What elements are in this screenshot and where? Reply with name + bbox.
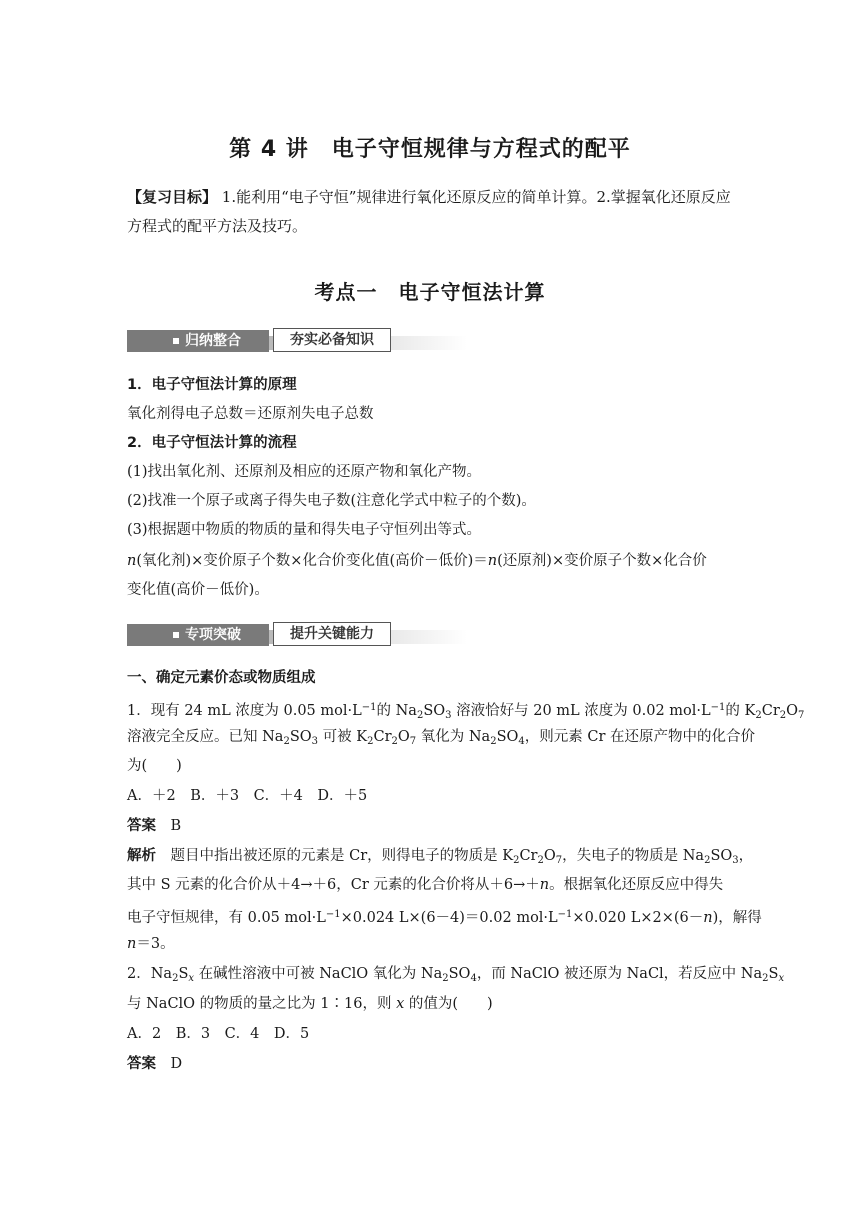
answer-label: 答案: [127, 818, 156, 834]
knowledge-line-1: 氧化剂得电子总数＝还原剂失电子总数: [127, 406, 374, 422]
bar-light-label: 夯实必备知识: [273, 328, 391, 352]
q1-line-2: 溶液完全反应。已知 $Na_2SO_3$ 可被 $K_2Cr_2O_7$ 氧化为 $Na_2SO_4$，则元素 Cr 在还原产物中的化合价: [127, 729, 756, 747]
q2-options: A．2 B．3 C．4 D．5: [127, 1026, 310, 1042]
q2-line-1: 2．$Na_2S_x$ 在碱性溶液中可被 NaClO 氧化为 $Na_2SO_4$，而 NaClO 被还原为 NaCl，若反应中 $Na_2S_x$: [127, 966, 785, 984]
analysis-label: 解析: [127, 848, 156, 864]
q1-analysis-2: 其中 S 元素的化合价从＋4→＋6，Cr 元素的化合价将从＋6→＋n。根据氧化还原反应中得失: [127, 877, 724, 893]
q1-analysis-1: 解析 题目中指出被还原的元素是 Cr，则得电子的物质是 $K_2Cr_2O_7$，失电子的物质是 $Na_2SO_3$，: [127, 848, 754, 866]
knowledge-heading-1: 1．电子守恒法计算的原理: [127, 377, 297, 393]
q1-line-3: 为( ): [127, 758, 182, 774]
review-text-1: 1.能利用“电子守恒”规律进行氧化还原反应的简单计算。2.掌握氧化还原反应: [221, 188, 731, 206]
bar-light-label: 提升关键能力: [273, 622, 391, 646]
knowledge-step-2: (2)找准一个原子或离子得失电子数(注意化学式中粒子的个数)。: [127, 493, 536, 509]
formula-n-2: n: [487, 553, 498, 569]
knowledge-step-3: (3)根据题中物质的物质的量和得失电子守恒列出等式。: [127, 522, 482, 538]
answer-value: D: [170, 1056, 183, 1072]
knowledge-formula-2: 变化值(高价－低价)。: [127, 582, 269, 598]
problem-section-heading: 一、确定元素价态或物质组成: [127, 670, 316, 686]
page-title: 第 4 讲 电子守恒规律与方程式的配平: [229, 137, 631, 162]
bar-dark-label: [127, 330, 269, 352]
review-label: 【复习目标】: [127, 188, 218, 206]
section-bar-knowledge: [127, 328, 467, 354]
q1-options: A．＋2 B．＋3 C．＋4 D．＋5: [127, 788, 368, 804]
formula-part-1: (氧化剂)×变价原子个数×化合价变化值(高价－低价)＝: [136, 553, 488, 569]
formula-part-2: (还原剂)×变价原子个数×化合价: [497, 553, 707, 569]
knowledge-formula-1: [127, 547, 737, 575]
answer-value: B: [170, 818, 182, 834]
review-text-2: 方程式的配平方法及技巧。: [127, 217, 308, 235]
q1-answer: [127, 812, 737, 840]
section-bar-practice: [127, 622, 467, 648]
bar-dark-text: 归纳整合: [185, 333, 241, 349]
q1-analysis-3: 电子守恒规律，有 0.05 $mol\cdot L^{-1}\times 0.024$ L×(6－4)＝0.02 $mol\cdot L^{-1}\times 0.020$ L×2×(6－n)，解得: [127, 909, 762, 926]
q1-line-1: 1．现有 24 mL 浓度为 0.05 $mol\cdot L^{-1}$的 $Na_2SO_3$ 溶液恰好与 20 mL 浓度为 0.02 $mol\cdot L^{-1}$的 $K_2Cr_2O_7$: [127, 702, 805, 721]
square-bullet-icon: [173, 338, 179, 344]
square-bullet-icon: [173, 632, 179, 638]
knowledge-heading-2: 2．电子守恒法计算的流程: [127, 435, 297, 451]
bar-dark-label: [127, 624, 269, 646]
q2-line-2: 与 NaClO 的物质的量之比为 1∶16，则 x 的值为( ): [127, 996, 493, 1012]
section-title: 考点一 电子守恒法计算: [314, 280, 546, 304]
answer-label: 答案: [127, 1056, 156, 1072]
q1-analysis-4: n＝3。: [127, 936, 175, 952]
review-objectives: [127, 183, 737, 212]
q2-answer: [127, 1050, 737, 1078]
knowledge-step-1: (1)找出氧化剂、还原剂及相应的还原产物和氧化产物。: [127, 464, 482, 480]
formula-n-1: n: [127, 553, 137, 569]
bar-dark-text: 专项突破: [185, 627, 241, 643]
